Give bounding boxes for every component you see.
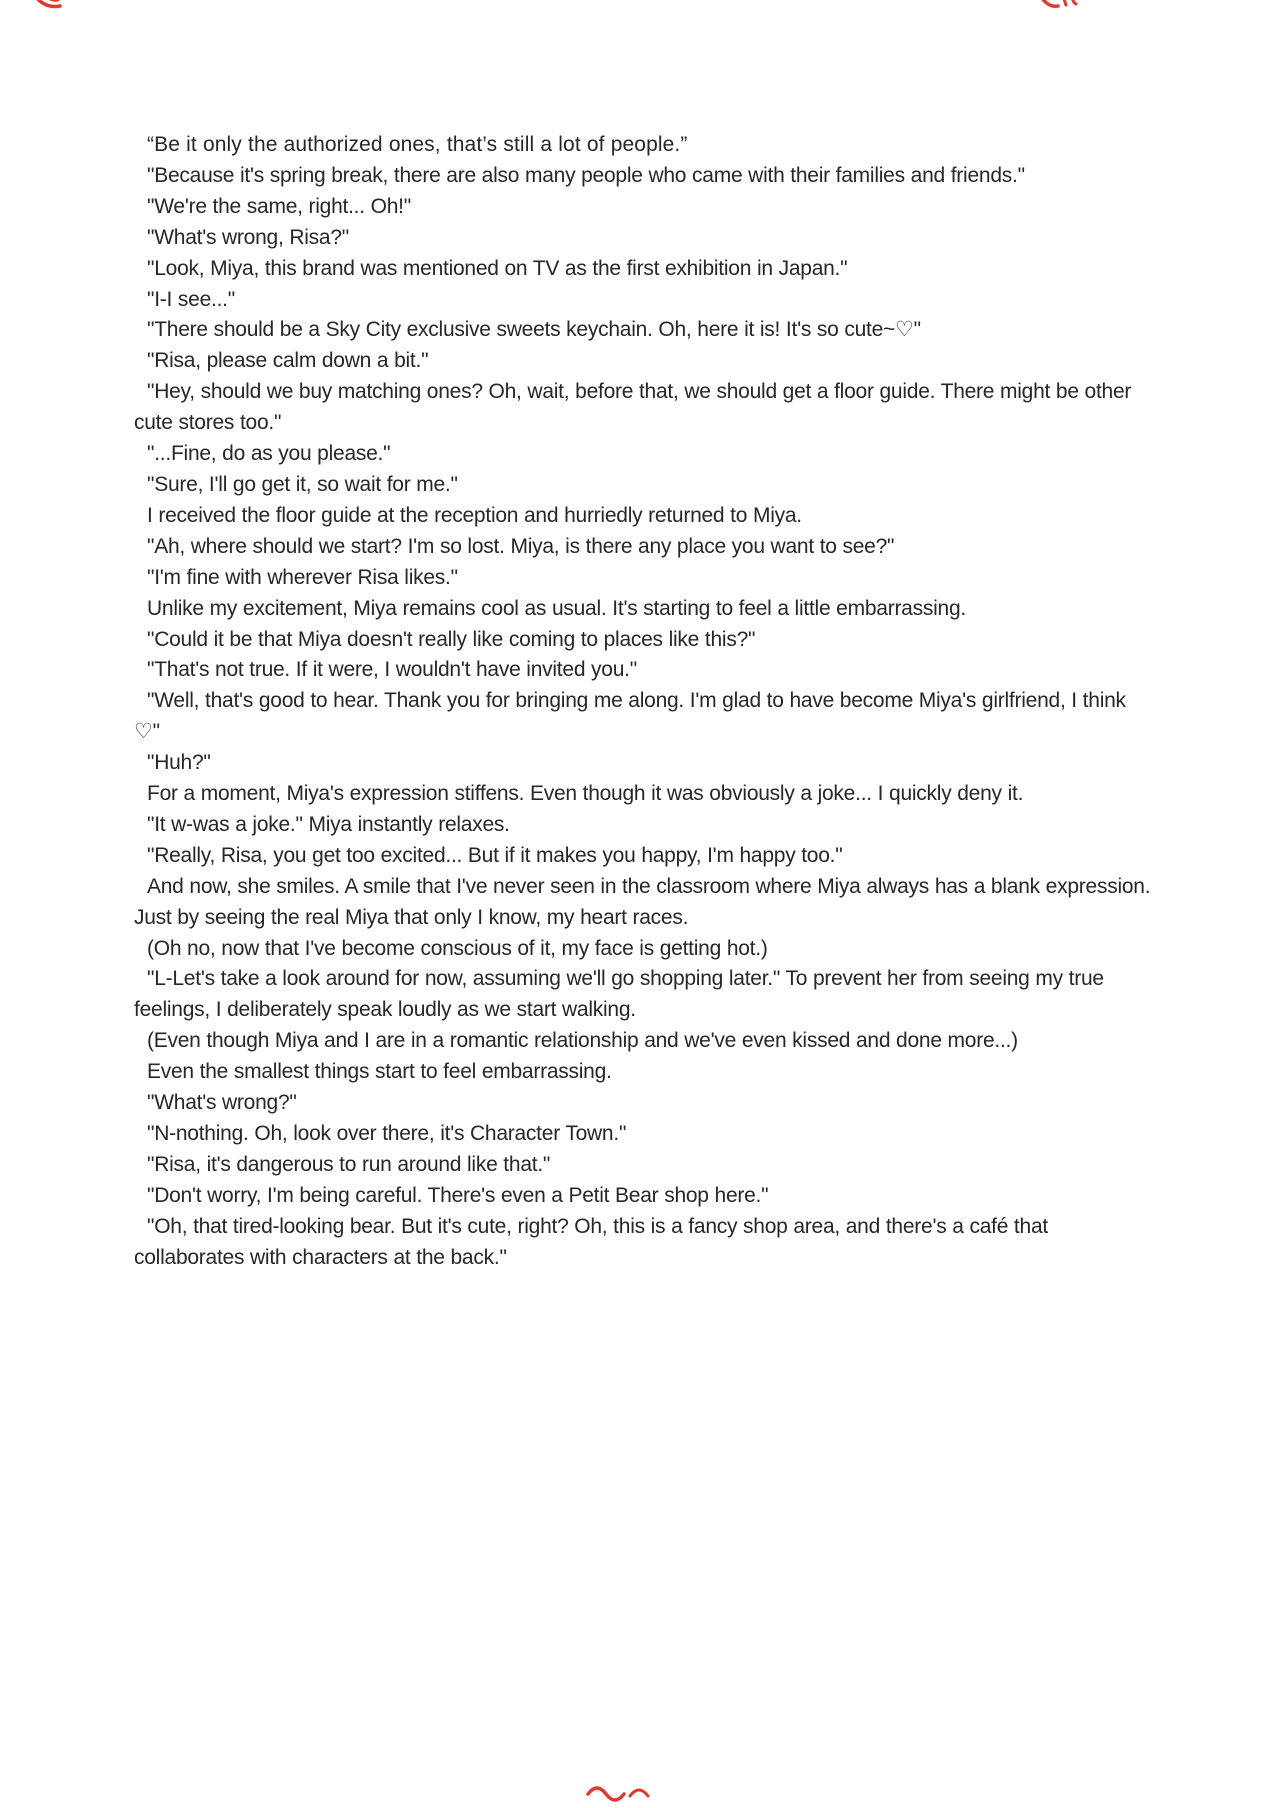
paragraph: "Huh?" xyxy=(147,751,211,775)
paragraph: "...Fine, do as you please." xyxy=(147,442,391,466)
paragraph: "It w-was a joke." Miya instantly relaxes. xyxy=(147,812,510,836)
paragraph: "Sure, I'll go get it, so wait for me." xyxy=(147,472,458,496)
paragraph: "Risa, it's dangerous to run around like that." xyxy=(147,1152,551,1176)
paragraph: “Be it only the authorized ones, that’s still a lot of people.” xyxy=(147,133,688,156)
paragraph: (Oh no, now that I've become conscious of it, my face is getting hot.) xyxy=(147,936,768,960)
paragraph: "L-Let's take a look around for now, assuming we'll go shopping later." To prevent her from seeing my true feelings, I deliberately speak loudly as we start walking. xyxy=(134,967,1104,1022)
paragraph: "Look, Miya, this brand was mentioned on TV as the first exhibition in Japan." xyxy=(147,256,848,280)
paragraph: "Oh, that tired-looking bear. But it's cute, right? Oh, this is a fancy shop area, and there's a café that collaborates with characters at the back." xyxy=(134,1214,1048,1269)
paragraph: "I'm fine with wherever Risa likes." xyxy=(147,565,458,589)
paragraph: "There should be a Sky City exclusive sweets keychain. Oh, here it is! It's so cute~♡" xyxy=(147,318,921,342)
paragraph: "Don't worry, I'm being careful. There's even a Petit Bear shop here." xyxy=(147,1183,769,1207)
paragraph: "What's wrong?" xyxy=(147,1091,297,1115)
paragraph: "N-nothing. Oh, look over there, it's Character Town." xyxy=(147,1122,627,1145)
paragraph: For a moment, Miya's expression stiffens. Even though it was obviously a joke... I quickly deny it. xyxy=(147,782,1024,806)
paragraph: "We're the same, right... Oh!" xyxy=(147,194,411,218)
paragraph: Unlike my excitement, Miya remains cool as usual. It's starting to feel a little embarrassing. xyxy=(147,596,966,620)
story-text-block xyxy=(134,130,1156,1274)
paragraph: "Really, Risa, you get too excited... But if it makes you happy, I'm happy too." xyxy=(147,843,843,867)
paragraph: "What's wrong, Risa?" xyxy=(147,225,349,249)
paragraph: "Could it be that Miya doesn't really like coming to places like this?" xyxy=(147,627,756,651)
red-edge-mark-top-left-icon xyxy=(30,0,64,18)
red-edge-mark-top-right-icon xyxy=(1036,0,1078,17)
paragraph: "Because it's spring break, there are also many people who came with their families and friends." xyxy=(147,163,1025,187)
red-edge-mark-bottom-icon xyxy=(586,1782,650,1808)
paragraph: "I-I see..." xyxy=(147,287,235,311)
paragraph: "Hey, should we buy matching ones? Oh, wait, before that, we should get a floor guide. There might be other cute stores too." xyxy=(134,380,1132,435)
paragraph: "Well, that's good to hear. Thank you for bringing me along. I'm glad to have become Miya's girlfriend, I think ♡" xyxy=(134,689,1126,744)
paragraph: I received the floor guide at the reception and hurriedly returned to Miya. xyxy=(147,503,802,527)
paragraph: (Even though Miya and I are in a romantic relationship and we've even kissed and done more...) xyxy=(147,1029,1018,1053)
paragraph: "Risa, please calm down a bit." xyxy=(147,349,429,373)
paragraph: And now, she smiles. A smile that I've never seen in the classroom where Miya always has a blank expression. Just by seeing the real Miya that only I know, my heart races. xyxy=(134,874,1151,929)
paragraph: Even the smallest things start to feel embarrassing. xyxy=(147,1060,612,1084)
paragraph: "Ah, where should we start? I'm so lost. Miya, is there any place you want to see?" xyxy=(147,534,895,558)
paragraph: "That's not true. If it were, I wouldn't have invited you." xyxy=(147,658,637,682)
